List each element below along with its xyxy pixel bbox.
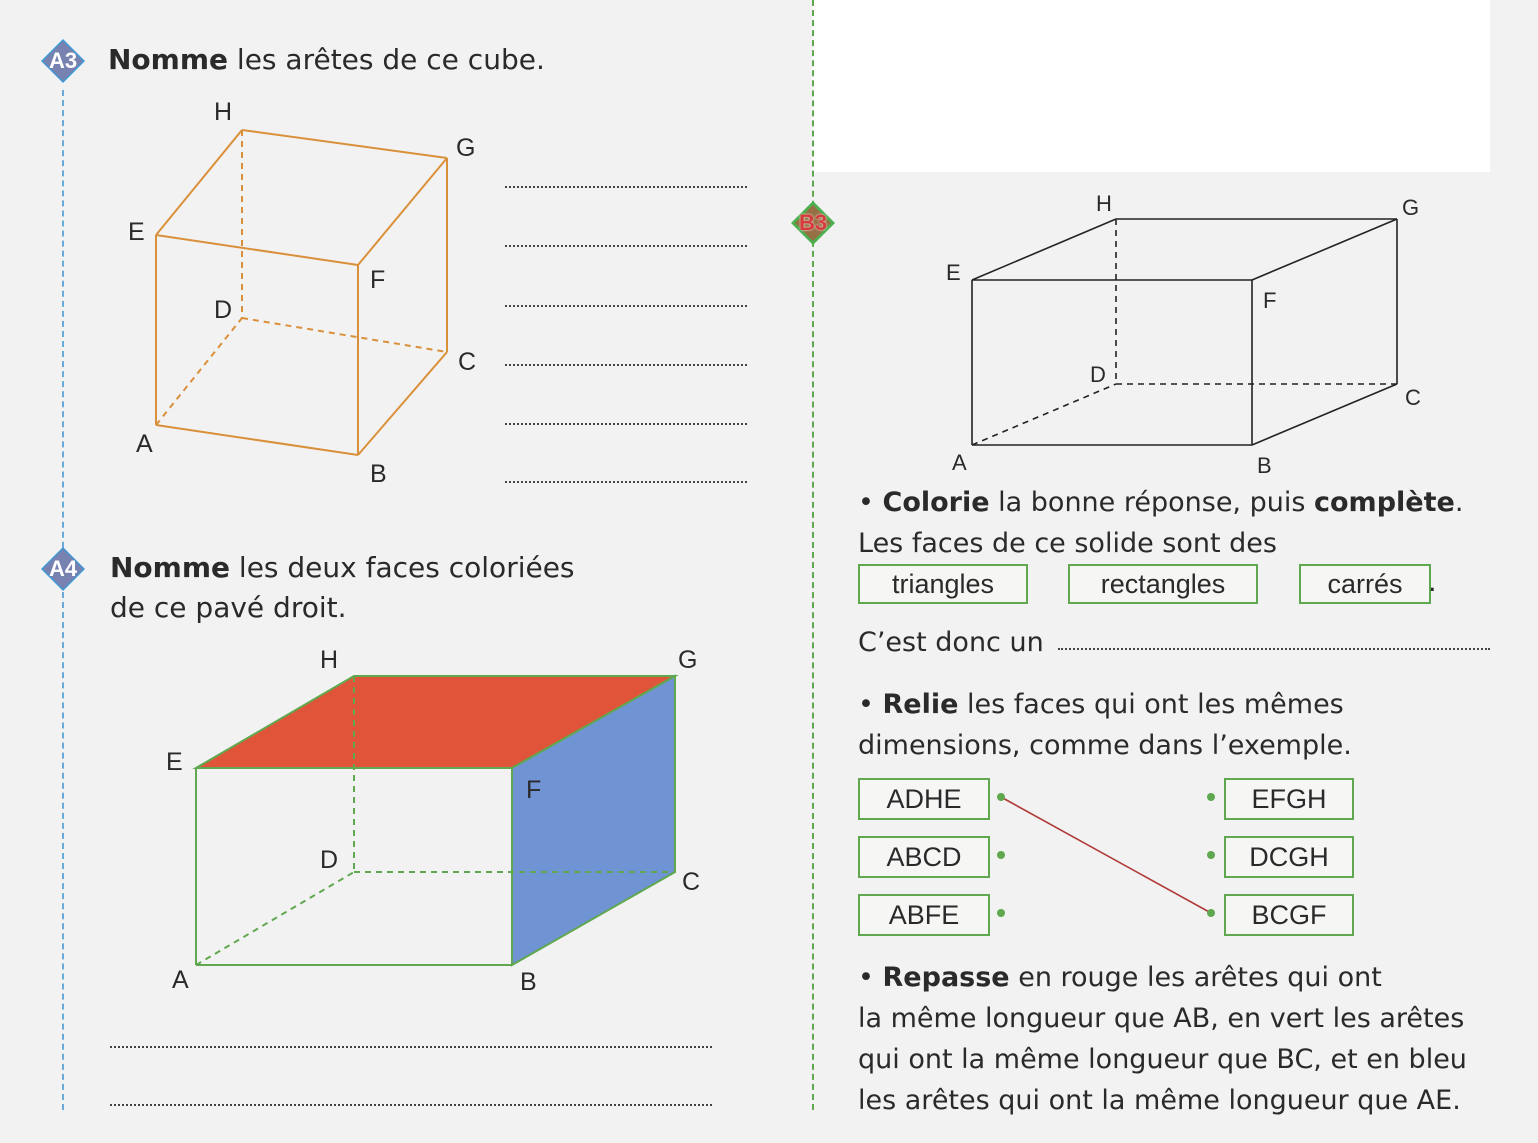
- a3-point-h: H: [214, 98, 233, 126]
- b3-q1-line1: • Colorie la bonne réponse, puis complète.: [858, 487, 1464, 518]
- a3-point-e: E: [128, 218, 145, 246]
- a3-title-rest: les arêtes de ce cube.: [228, 43, 545, 76]
- b3-q2-line1: • Relie les faces qui ont les mêmes: [858, 689, 1344, 720]
- b3-point-d: D: [1090, 362, 1106, 387]
- face-right-bcgf[interactable]: BCGF: [1224, 894, 1354, 936]
- b3-q3-line4: les arêtes qui ont la même longueur que AE.: [858, 1085, 1461, 1116]
- a4-title-rest: les deux faces coloriées: [230, 551, 575, 584]
- a4-point-g: G: [678, 646, 698, 674]
- a4-answer-line-2[interactable]: [110, 1104, 712, 1106]
- b3-q2-line2: dimensions, comme dans l’exemple.: [858, 730, 1352, 761]
- dot-left-abfe: [997, 909, 1005, 917]
- b3-q3-rest: en rouge les arêtes qui ont: [1009, 962, 1382, 993]
- face-right-dcgh[interactable]: DCGH: [1224, 836, 1354, 878]
- option-triangles[interactable]: triangles: [858, 564, 1028, 604]
- b3-q1-bold1: Colorie: [882, 487, 990, 518]
- a3-title-bold: Nomme: [108, 43, 229, 76]
- dot-right-efgh: [1207, 793, 1215, 801]
- b3-q3-line3: qui ont la même longueur que BC, et en bleu: [858, 1044, 1467, 1075]
- a4-badge-label: A4: [48, 556, 78, 581]
- a4-answer-line-1[interactable]: [110, 1046, 712, 1048]
- option-carres[interactable]: carrés: [1299, 564, 1431, 604]
- a4-point-c: C: [682, 868, 701, 896]
- a4-title-line2: de ce pavé droit.: [110, 591, 347, 624]
- b3-q1-bold2: complète: [1314, 487, 1455, 518]
- b3-options-end: .: [1428, 567, 1437, 598]
- b3-point-a: A: [952, 450, 967, 475]
- b3-point-g: G: [1402, 195, 1420, 220]
- b3-conclusion: C’est donc un: [858, 627, 1044, 658]
- a4-point-b: B: [520, 968, 537, 996]
- a3-badge-label: A3: [48, 48, 78, 73]
- dot-left-adhe: [997, 793, 1005, 801]
- b3-q1-mid: la bonne réponse, puis: [989, 487, 1314, 518]
- b3-q3-line2: la même longueur que AB, en vert les arêtes: [858, 1003, 1465, 1034]
- a4-point-d: D: [320, 846, 339, 874]
- b3-point-b: B: [1257, 453, 1272, 478]
- face-right-efgh[interactable]: EFGH: [1224, 778, 1354, 820]
- face-left-abcd[interactable]: ABCD: [858, 836, 990, 878]
- b3-q3-line1: • Repasse en rouge les arêtes qui ont: [858, 962, 1382, 993]
- face-left-adhe[interactable]: ADHE: [858, 778, 990, 820]
- dot-left-abcd: [997, 851, 1005, 859]
- a4-point-a: A: [172, 966, 189, 994]
- a4-point-e: E: [166, 748, 183, 776]
- b3-q1-end: .: [1454, 487, 1464, 518]
- a3-point-b: B: [370, 460, 387, 488]
- b3-badge-label: B3: [798, 210, 828, 235]
- b3-point-h: H: [1096, 191, 1112, 216]
- b3-q1-line2: Les faces de ce solide sont des: [858, 528, 1277, 559]
- a3-point-g: G: [456, 134, 476, 162]
- b3-q2-bold: Relie: [882, 689, 959, 720]
- face-left-abfe[interactable]: ABFE: [858, 894, 990, 936]
- dot-right-dcgh: [1207, 851, 1215, 859]
- a4-point-h: H: [320, 646, 339, 674]
- b3-point-e: E: [946, 260, 961, 285]
- a4-title-bold: Nomme: [110, 551, 231, 584]
- b3-point-c: C: [1405, 385, 1421, 410]
- b3-q3-bold: Repasse: [882, 962, 1010, 993]
- b3-point-f: F: [1263, 288, 1277, 313]
- a3-point-a: A: [136, 430, 153, 458]
- a3-point-c: C: [458, 348, 477, 376]
- b3-q2-rest: les faces qui ont les mêmes: [958, 689, 1344, 720]
- a3-point-f: F: [370, 266, 386, 294]
- dot-right-bcgf: [1207, 909, 1215, 917]
- option-rectangles[interactable]: rectangles: [1068, 564, 1258, 604]
- a3-point-d: D: [214, 296, 233, 324]
- a4-point-f: F: [526, 776, 542, 804]
